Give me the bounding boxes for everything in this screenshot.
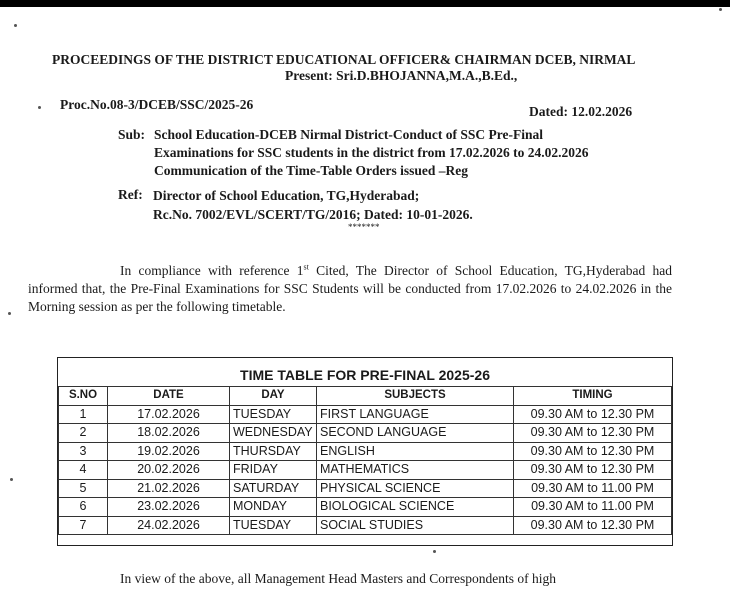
timetable	[58, 386, 672, 535]
cell-timing: 09.30 AM to 11.00 PM	[514, 498, 672, 517]
reference-line-1: Director of School Education, TG,Hyderabad;	[153, 188, 420, 203]
separator-stars: *******	[348, 222, 380, 232]
timetable-title: TIME TABLE FOR PRE-FINAL 2025-26	[240, 367, 490, 383]
cell-day: THURSDAY	[230, 442, 317, 461]
cell-date: 21.02.2026	[108, 479, 230, 498]
cell-date: 24.02.2026	[108, 516, 230, 535]
cell-sno: 2	[59, 424, 108, 443]
cell-timing: 09.30 AM to 12.30 PM	[514, 442, 672, 461]
cell-date: 23.02.2026	[108, 498, 230, 517]
table-row	[59, 442, 672, 461]
cell-subject: FIRST LANGUAGE	[317, 405, 514, 424]
scan-speck	[10, 478, 13, 481]
cell-timing: 09.30 AM to 12.30 PM	[514, 424, 672, 443]
subject-line-3: Communication of the Time-Table Orders issued –Reg	[154, 163, 469, 178]
cell-sno: 7	[59, 516, 108, 535]
table-row	[59, 516, 672, 535]
cell-day: TUESDAY	[230, 516, 317, 535]
reference-label: Ref:	[118, 187, 143, 202]
cell-sno: 6	[59, 498, 108, 517]
reference-line-2: Rc.No. 7002/EVL/SCERT/TG/2016; Dated: 10-01-2026.	[153, 207, 473, 222]
cell-subject: ENGLISH	[317, 442, 514, 461]
subject-line-2: Examinations for SSC students in the district from 17.02.2026 to 24.02.2026	[154, 145, 589, 160]
scan-speck	[14, 24, 17, 27]
header-subjects: SUBJECTS	[317, 387, 514, 406]
cell-date: 18.02.2026	[108, 424, 230, 443]
cell-day: TUESDAY	[230, 405, 317, 424]
compliance-paragraph: In compliance with reference 1st Cited, The Director of School Education, TG,Hyderabad had informed that, the Pre-Final Examinations for SSC Students will be conducted from 17.02.2026 to 24.02.2026 in the Morning session as per the following timetable.	[28, 262, 672, 314]
cell-day: MONDAY	[230, 498, 317, 517]
table-row	[59, 461, 672, 480]
cell-timing: 09.30 AM to 11.00 PM	[514, 479, 672, 498]
cell-subject: SOCIAL STUDIES	[317, 516, 514, 535]
cell-subject: BIOLOGICAL SCIENCE	[317, 498, 514, 517]
table-row	[59, 498, 672, 517]
cell-subject: PHYSICAL SCIENCE	[317, 479, 514, 498]
cell-sno: 4	[59, 461, 108, 480]
subject-label: Sub:	[118, 127, 146, 142]
cell-sno: 3	[59, 442, 108, 461]
cell-sno: 5	[59, 479, 108, 498]
cell-date: 20.02.2026	[108, 461, 230, 480]
header-timing: TIMING	[514, 387, 672, 406]
cell-date: 19.02.2026	[108, 442, 230, 461]
cell-day: SATURDAY	[230, 479, 317, 498]
scan-speck	[38, 106, 41, 109]
cell-timing: 09.30 AM to 12.30 PM	[514, 405, 672, 424]
proc-number: Proc.No.08-3/DCEB/SSC/2025-26	[60, 97, 254, 112]
header-day: DAY	[230, 387, 317, 406]
present-officer: Present: Sri.D.BHOJANNA,M.A.,B.Ed.,	[285, 68, 518, 83]
cell-timing: 09.30 AM to 12.30 PM	[514, 461, 672, 480]
cell-day: WEDNESDAY	[230, 424, 317, 443]
table-row	[59, 479, 672, 498]
closing-paragraph-line: In view of the above, all Management Head Masters and Correspondents of high	[120, 571, 557, 586]
proc-date: Dated: 12.02.2026	[529, 104, 633, 119]
header-date: DATE	[108, 387, 230, 406]
timetable-header-row	[59, 387, 672, 406]
header-sno: S.NO	[59, 387, 108, 406]
cell-timing: 09.30 AM to 12.30 PM	[514, 516, 672, 535]
scan-top-border	[0, 0, 730, 7]
cell-subject: SECOND LANGUAGE	[317, 424, 514, 443]
scan-speck	[433, 550, 436, 553]
cell-day: FRIDAY	[230, 461, 317, 480]
cell-subject: MATHEMATICS	[317, 461, 514, 480]
scan-speck	[719, 8, 722, 11]
cell-sno: 1	[59, 405, 108, 424]
scan-speck	[8, 312, 11, 315]
cell-date: 17.02.2026	[108, 405, 230, 424]
table-row	[59, 424, 672, 443]
timetable-box	[57, 357, 673, 546]
subject-line-1: School Education-DCEB Nirmal District-Conduct of SSC Pre-Final	[154, 127, 544, 142]
table-row	[59, 405, 672, 424]
proceedings-heading: PROCEEDINGS OF THE DISTRICT EDUCATIONAL OFFICER& CHAIRMAN DCEB, NIRMAL	[52, 52, 636, 67]
